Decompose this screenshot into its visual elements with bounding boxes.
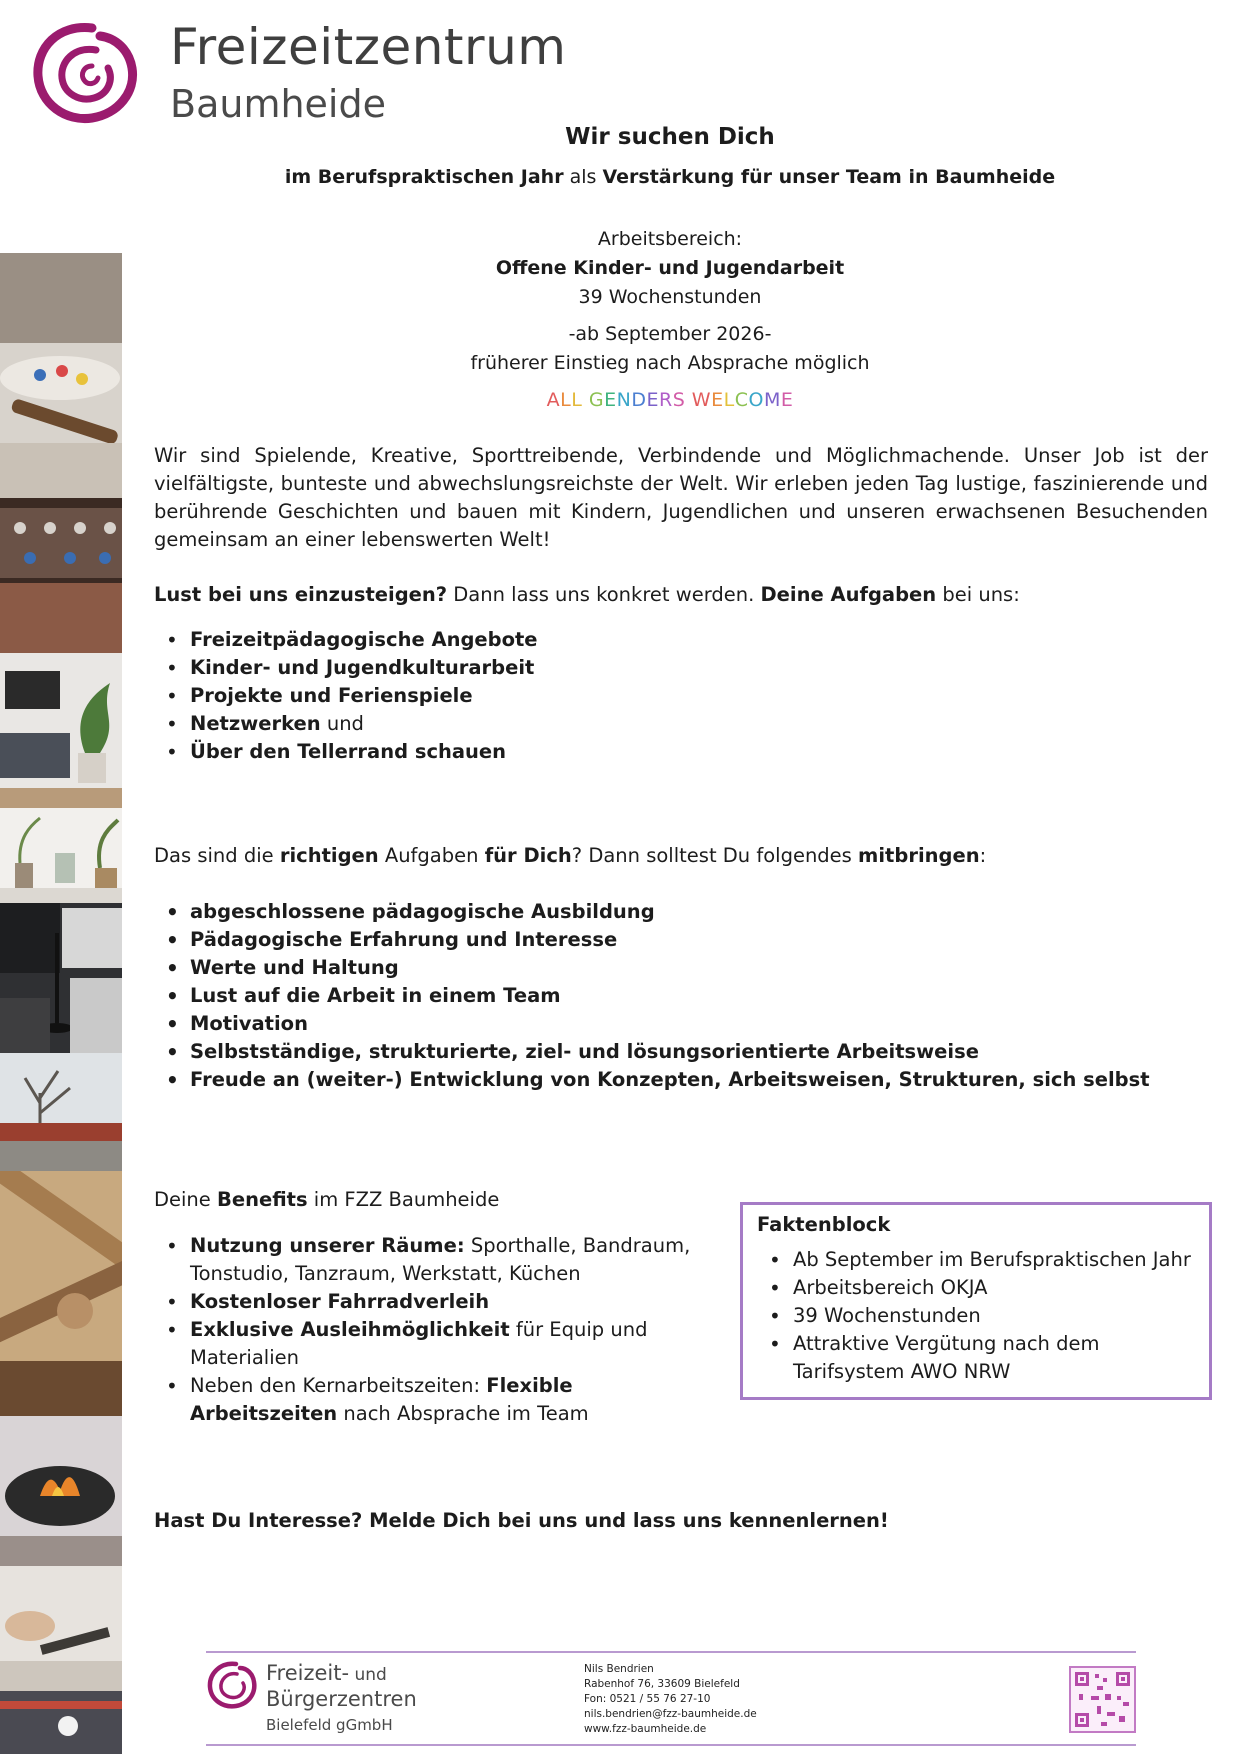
tasks-lead-text-1: Dann lass uns konkret werden. — [447, 583, 761, 606]
welcome-letter: C — [734, 389, 749, 411]
sub-heading — [150, 166, 1190, 188]
welcome-letter: D — [631, 389, 647, 411]
main-heading: Wir suchen Dich — [565, 124, 775, 150]
photo-studio — [0, 903, 122, 1053]
list-item: • Pädagogische Erfahrung und Interesse — [154, 926, 1150, 954]
contact-phone: Fon: 0521 / 55 76 27-10 — [584, 1693, 711, 1705]
list-item-bold: Kostenloser Fahrradverleih — [190, 1290, 490, 1313]
list-item — [154, 1316, 724, 1372]
welcome-letter: L — [571, 389, 583, 411]
welcome-letter: G — [588, 389, 605, 411]
welcome-letter: M — [763, 389, 781, 411]
photo-foosball — [0, 498, 122, 653]
requirements-lead-text: : — [979, 844, 987, 867]
contact-block — [584, 1662, 757, 1737]
area-value: Offene Kinder- und Jugendarbeit — [495, 257, 845, 279]
list-item-bold: Exklusive Ausleihmöglichkeit — [190, 1318, 510, 1341]
tasks-lead-text-2: bei uns: — [936, 583, 1020, 606]
welcome-letter: L — [560, 389, 572, 411]
closing-call: Hast Du Interesse? Melde Dich bei uns und lass uns kennenlernen! — [154, 1509, 889, 1532]
list-item-text: für Equip und Materialien — [190, 1318, 648, 1369]
contact-address: Rabenhof 76, 33609 Bielefeld — [584, 1678, 740, 1690]
welcome-letter: E — [780, 389, 794, 411]
list-item — [154, 1372, 724, 1428]
requirements-lead-bold: mitbringen — [858, 844, 980, 867]
list-item-bold: Projekte und Ferienspiele — [190, 684, 473, 707]
requirements-lead-bold: für Dich — [484, 844, 572, 867]
requirements-lead-text: ? Dann solltest Du folgendes — [571, 844, 859, 867]
list-item-text: nach Absprache im Team — [337, 1402, 589, 1425]
footer-bottom-rule — [206, 1744, 1136, 1746]
sub-heading-connector: als — [563, 166, 603, 188]
list-item: • Attraktive Vergütung nach dem Tarifsystem AWO NRW — [757, 1330, 1195, 1386]
fact-list — [757, 1246, 1195, 1386]
list-item: • Freude an (weiter-) Entwicklung von Konzepten, Arbeitsweisen, Strukturen, sich selbst — [154, 1066, 1150, 1094]
photo-woodwork — [0, 1171, 122, 1416]
welcome-letter: R — [658, 389, 673, 411]
list-item — [154, 1288, 724, 1316]
fzz-logo-icon — [30, 20, 142, 124]
footer-org-line2: Bürgerzentren — [266, 1687, 417, 1711]
list-item — [154, 626, 538, 654]
tasks-lead-bold-1: Lust bei uns einzusteigen? — [154, 583, 448, 606]
list-item: • Ab September im Berufspraktischen Jahr — [757, 1246, 1195, 1274]
list-item: • Arbeitsbereich OKJA — [757, 1274, 1195, 1302]
list-item — [154, 738, 538, 766]
brand-title: Freizeitzentrum — [170, 18, 567, 76]
tasks-lead — [154, 583, 1020, 606]
requirements-lead-text: Aufgaben — [378, 844, 485, 867]
list-item-pre: Neben den Kernarbeitszeiten: — [190, 1374, 487, 1397]
benefits-lead — [154, 1188, 499, 1211]
welcome-letter: A — [546, 389, 561, 411]
footer-org-and: und — [349, 1665, 387, 1685]
list-item — [154, 654, 538, 682]
area-hours: 39 Wochenstunden — [578, 286, 762, 308]
welcome-letter: W — [691, 389, 712, 411]
photo-strip — [0, 253, 122, 1754]
photo-shelf — [0, 808, 122, 903]
sub-heading-bold-2: Verstärkung für unser Team in Baumheide — [602, 166, 1056, 188]
photo-building — [0, 1053, 122, 1171]
list-item-text: Sporthalle, Bandraum, Tonstudio, Tanzraum, Werkstatt, Küchen — [190, 1234, 691, 1285]
welcome-letter: E — [604, 389, 617, 411]
list-item-bold: Netzwerken — [190, 712, 321, 735]
list-item: • abgeschlossene pädagogische Ausbildung — [154, 898, 1150, 926]
welcome-letter: L — [723, 389, 735, 411]
list-item: • Werte und Haltung — [154, 954, 1150, 982]
list-item-text: und — [320, 712, 364, 735]
contact-email[interactable]: nils.bendrien@fzz-baumheide.de — [584, 1708, 757, 1720]
fbz-logo-icon — [206, 1660, 258, 1710]
welcome-letter: O — [748, 389, 764, 411]
footer-top-rule — [206, 1651, 1136, 1653]
footer-org-name — [266, 1661, 417, 1711]
fact-box-title: Faktenblock — [757, 1213, 891, 1236]
benefits-lead-text: im FZZ Baumheide — [307, 1188, 500, 1211]
list-item: • Motivation — [154, 1010, 1150, 1038]
list-item-bold: Nutzung unserer Räume: — [190, 1234, 465, 1257]
list-item: • 39 Wochenstunden — [757, 1302, 1195, 1330]
description-paragraph: Wir sind Spielende, Kreative, Sporttreibende, Verbindende und Möglichmachende. Unser Job ist der vielfältigste, bunteste und abwechslungsreichste der Welt. Wir erleben jeden Tag lustige, faszinierende und berührende Geschichten und bauen mit Kindern, Jugendlichen und unseren erwachsenen Besuchenden gemeinsam an einer lebenswerten Welt! — [154, 444, 1208, 551]
photo-pingpong — [0, 1691, 122, 1754]
early-start-note: früherer Einstieg nach Absprache möglich — [470, 352, 870, 374]
brand-subtitle: Baumheide — [170, 82, 386, 126]
list-item-bold: Über den Tellerrand schauen — [190, 740, 507, 763]
benefits-lead-bold: Benefits — [217, 1188, 308, 1211]
list-item-bold: Kinder- und Jugendkulturarbeit — [190, 656, 535, 679]
area-label: Arbeitsbereich: — [597, 228, 743, 250]
photo-crafting — [0, 1566, 122, 1691]
list-item: • Lust auf die Arbeit in einem Team — [154, 982, 1150, 1010]
welcome-letter: E — [711, 389, 724, 411]
requirements-list — [154, 898, 1150, 1094]
all-genders-welcome — [150, 389, 1190, 411]
benefits-list — [154, 1232, 724, 1428]
welcome-letter: E — [646, 389, 659, 411]
tasks-list — [154, 626, 538, 766]
photo-painting — [0, 253, 122, 498]
contact-website[interactable]: www.fzz-baumheide.de — [584, 1723, 707, 1735]
qr-code-icon[interactable] — [1069, 1666, 1136, 1733]
start-date: -ab September 2026- — [568, 323, 772, 345]
contact-name: Nils Bendrien — [584, 1663, 654, 1675]
list-item — [154, 710, 538, 738]
welcome-letter: S — [672, 389, 686, 411]
tasks-lead-bold-2: Deine Aufgaben — [760, 583, 937, 606]
footer-org-line1: Freizeit- — [266, 1661, 350, 1685]
requirements-lead — [154, 844, 986, 867]
sub-heading-bold-1: im Berufspraktischen Jahr — [284, 166, 564, 188]
welcome-letter: N — [616, 389, 632, 411]
fact-box — [740, 1202, 1212, 1400]
footer-org-legal: Bielefeld gGmbH — [266, 1716, 393, 1734]
photo-lounge — [0, 653, 122, 808]
list-item — [154, 1232, 724, 1288]
list-item-bold: Flexible Arbeitszeiten — [190, 1374, 573, 1425]
list-item-bold: Freizeitpädagogische Angebote — [190, 628, 538, 651]
list-item: • Selbstständige, strukturierte, ziel- und lösungsorientierte Arbeitsweise — [154, 1038, 1150, 1066]
benefits-lead-text: Deine — [154, 1188, 217, 1211]
requirements-lead-bold: richtigen — [279, 844, 379, 867]
requirements-lead-text: Das sind die — [154, 844, 280, 867]
list-item — [154, 682, 538, 710]
photo-campfire — [0, 1416, 122, 1566]
